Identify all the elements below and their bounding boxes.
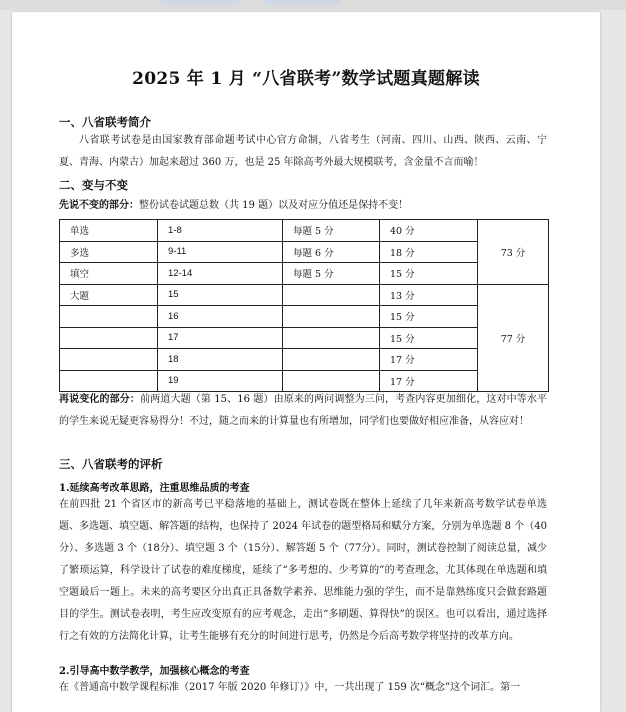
table-cell	[283, 327, 380, 349]
intro-paragraph: 八省联考试卷是由国家教育部命题考试中心官方命制，八省考生（河南、四川、山西、陕西、云南、宁夏、青海、内蒙古）加起来超过 360 万，也是 25 年除高考外最大规模联考，含金量不言而喻！	[59, 135, 547, 168]
table-row	[60, 284, 549, 306]
table-cell	[283, 306, 380, 328]
table-row	[60, 349, 549, 371]
concepts-paragraph: 在《普通高中数学课程标准（2017 年版 2020 年修订）》中，一共出现了 159 次“概念”这个词汇。第一	[59, 682, 521, 693]
page-title: 2025 年 1 月 “八省联考”数学试题真题解读	[132, 69, 480, 89]
table-cell	[283, 349, 380, 371]
unchanged-lead: 先说不变的部分：	[59, 200, 139, 211]
table-cell: 填空	[60, 263, 158, 285]
viewer-top-bar	[0, 0, 626, 10]
table-cell: 每题 5 分	[283, 220, 380, 242]
table-cell: 16	[158, 306, 283, 328]
score-table	[59, 219, 549, 392]
unchanged-paragraph	[59, 195, 547, 217]
section-heading-intro: 一、八省联考简介	[59, 115, 151, 129]
unchanged-text: 整份试卷试题总数（共 19 题）以及对应分值还是保持不变！	[139, 200, 409, 211]
reform-paragraph: 在前四批 21 个省区市的新高考已平稳落地的基础上，测试卷既在整体上延续了几年来新高考数学试卷单选题、多选题、填空题、解答题的结构，也保持了 2024 年试卷的题型格局和赋分方案，分别为单选题 8 个（40分）、多选题 3 个（18分）、填空题 3 个（15分）、解答题 5 个（77分）。同时，测试卷控制了阅读总量，减少了繁琐运算，科学设计了试卷的难度梯度，延续了“多考想的、少考算的”的考查理念，尤其体现在单选题和填空题最后一题上。未来的高考要区分出真正具备数学素养、思维能力强的学生，而不是靠熟练度只会做套路题目的学生。测试卷表明，考生应改变原有的应考观念，走出“多刷题、算得快”的误区。也可以看出，通过选择行之有效的方法简化计算，让考生能够有充分的时间进行思考，仍然是今后高考数学将坚持的改革方向。	[59, 499, 547, 642]
table-cell: 15 分	[380, 306, 478, 328]
table-cell: 每题 6 分	[283, 241, 380, 263]
table-row	[60, 263, 549, 285]
table-row	[60, 220, 549, 242]
table-cell: 单选	[60, 220, 158, 242]
table-cell: 15 分	[380, 327, 478, 349]
table-cell: 1-8	[158, 220, 283, 242]
changed-text: 前两道大题（第 15、16 题）由原来的两问调整为三问，考查内容更加细化，这对中等水平的学生来说无疑更容易得分！不过，随之而来的计算量也有所增加，同学们也要做好相应准备，从容应对！	[59, 394, 548, 427]
table-cell: 19	[158, 370, 283, 392]
table-cell: 15 分	[380, 263, 478, 285]
group-total-cell: 77 分	[478, 284, 549, 392]
subheading-reform: 1.延续高考改革思路，注重思维品质的考查	[59, 483, 250, 494]
table-cell	[60, 306, 158, 328]
table-cell: 18 分	[380, 241, 478, 263]
table-cell: 9-11	[158, 241, 283, 263]
table-cell	[60, 349, 158, 371]
table-cell: 多选	[60, 241, 158, 263]
changed-paragraph	[59, 389, 547, 433]
table-cell: 13 分	[380, 284, 478, 306]
table-cell	[60, 327, 158, 349]
scrollbar-track[interactable]	[601, 12, 626, 695]
table-cell	[283, 284, 380, 306]
table-cell: 大题	[60, 284, 158, 306]
table-row	[60, 241, 549, 263]
table-cell: 18	[158, 349, 283, 371]
changed-lead: 再说变化的部分：	[59, 394, 141, 405]
group-total-cell: 73 分	[478, 220, 549, 285]
table-cell: 17	[158, 327, 283, 349]
table-cell: 17 分	[380, 370, 478, 392]
table-cell: 17 分	[380, 349, 478, 371]
section-heading-changes: 二、变与不变	[59, 178, 128, 192]
viewer-tab[interactable]	[160, 0, 240, 5]
table-cell: 40 分	[380, 220, 478, 242]
table-cell: 15	[158, 284, 283, 306]
table-cell: 每题 5 分	[283, 263, 380, 285]
document-page	[12, 12, 600, 712]
table-row	[60, 306, 549, 328]
viewer-tab[interactable]	[265, 0, 340, 5]
section-heading-analysis: 三、八省联考的评析	[59, 457, 163, 471]
subheading-concepts: 2.引导高中数学教学，加强核心概念的考查	[59, 666, 250, 677]
table-cell: 12-14	[158, 263, 283, 285]
table-row	[60, 327, 549, 349]
